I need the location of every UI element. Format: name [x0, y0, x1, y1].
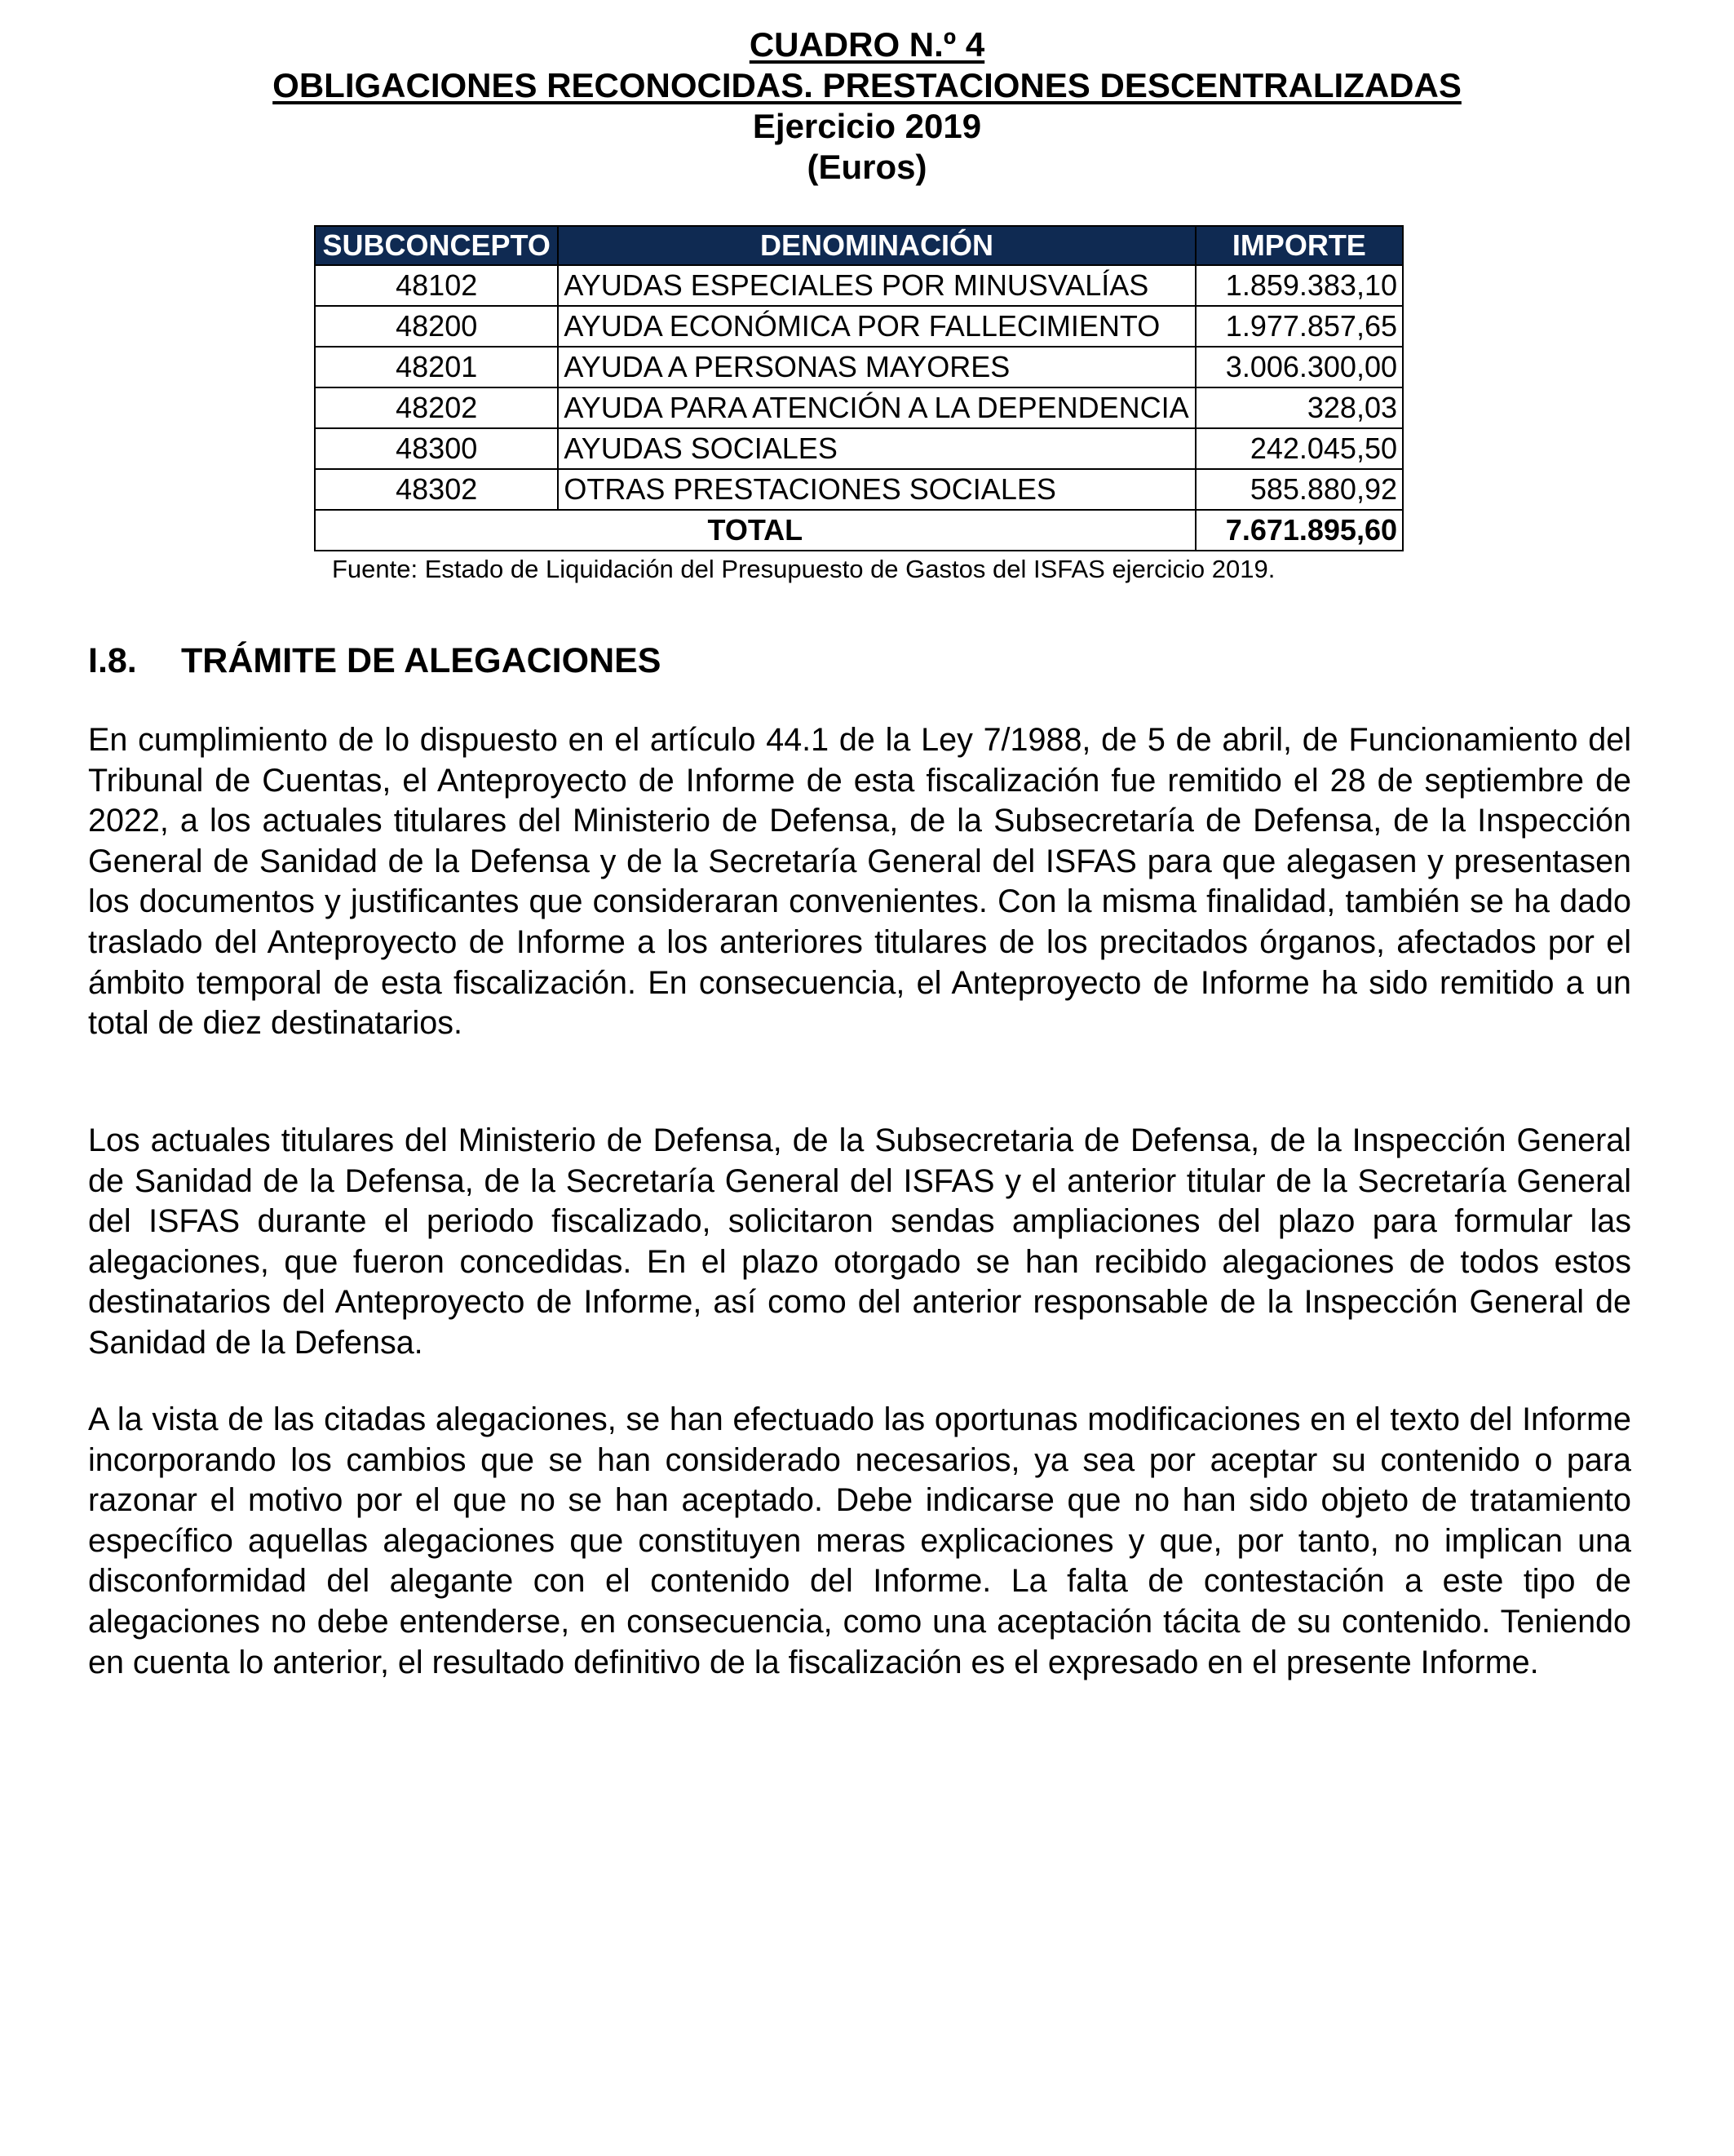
row-amount: 1.859.383,10 — [1196, 265, 1403, 306]
table-units: (Euros) — [807, 148, 927, 186]
total-amount: 7.671.895,60 — [1196, 510, 1403, 551]
row-code: 48300 — [315, 428, 558, 469]
row-name: AYUDA PARA ATENCIÓN A LA DEPENDENCIA — [558, 387, 1195, 428]
column-header-subconcepto: SUBCONCEPTO — [315, 226, 558, 265]
row-name: AYUDAS SOCIALES — [558, 428, 1195, 469]
table-title: OBLIGACIONES RECONOCIDAS. PRESTACIONES DESCENTRALIZADAS — [272, 66, 1462, 104]
row-amount: 242.045,50 — [1196, 428, 1403, 469]
table-fiscal-year: Ejercicio 2019 — [752, 107, 982, 145]
section-number: I.8. — [88, 641, 137, 680]
row-amount: 328,03 — [1196, 387, 1403, 428]
row-name: AYUDA ECONÓMICA POR FALLECIMIENTO — [558, 306, 1195, 347]
total-label: TOTAL — [315, 510, 1196, 551]
table-source-note: Fuente: Estado de Liquidación del Presupuesto de Gastos del ISFAS ejercicio 2019. — [332, 555, 1276, 583]
section-heading — [88, 639, 661, 683]
row-code: 48201 — [315, 347, 558, 387]
column-header-importe: IMPORTE — [1196, 226, 1403, 265]
section-title: TRÁMITE DE ALEGACIONES — [181, 641, 661, 680]
paragraph-3: A la vista de las citadas alegaciones, se han efectuado las oportunas modificaciones en el texto del Informe incorporando los cambios que se han considerado necesarios, ya sea por aceptar su contenido o para razonar el motivo por el que no se han aceptado. Debe indicarse que no han sido objeto de tratamiento específico aquellas alegaciones que constituyen meras explicaciones y que, por tanto, no implican una disconformidad del alegante con el contenido del Informe. La falta de contestación a este tipo de alegaciones no debe entenderse, en consecuencia, como una aceptación tácita de su contenido. Teniendo en cuenta lo anterior, el resultado definitivo de la fiscalización es el expresado en el presente Informe. — [88, 1401, 1631, 1680]
row-code: 48102 — [315, 265, 558, 306]
table-row — [315, 347, 1403, 387]
obligations-table — [314, 225, 1404, 551]
column-header-denominacion: DENOMINACIÓN — [558, 226, 1195, 265]
table-row — [315, 265, 1403, 306]
table-total-row — [315, 510, 1403, 551]
table-number: CUADRO N.º 4 — [749, 25, 985, 64]
row-name: AYUDA A PERSONAS MAYORES — [558, 347, 1195, 387]
row-amount: 1.977.857,65 — [1196, 306, 1403, 347]
table-title-block — [0, 24, 1734, 188]
row-amount: 3.006.300,00 — [1196, 347, 1403, 387]
row-amount: 585.880,92 — [1196, 469, 1403, 510]
row-code: 48200 — [315, 306, 558, 347]
paragraph-2: Los actuales titulares del Ministerio de Defensa, de la Subsecretaria de Defensa, de la Inspección General de Sanidad de la Defensa, de la Secretaría General del ISFAS y el anterior titular de la Secretaría General del ISFAS durante el periodo fiscalizado, solicitaron sendas ampliaciones del plazo para formular las alegaciones, que fueron concedidas. En el plazo otorgado se han recibido alegaciones de todos estos destinatarios del Anteproyecto de Informe, así como del anterior responsable de la Inspección General de Sanidad de la Defensa. — [88, 1122, 1631, 1361]
table-row — [315, 306, 1403, 347]
row-code: 48302 — [315, 469, 558, 510]
table-row — [315, 469, 1403, 510]
row-code: 48202 — [315, 387, 558, 428]
paragraph-1: En cumplimiento de lo dispuesto en el artículo 44.1 de la Ley 7/1988, de 5 de abril, de Funcionamiento del Tribunal de Cuentas, el Anteproyecto de Informe de esta fiscalización fue remitido el 28 de septiembre de 2022, a los actuales titulares del Ministerio de Defensa, de la Subsecretaría de Defensa, de la Inspección General de Sanidad de la Defensa y de la Secretaría General del ISFAS para que alegasen y presentasen los documentos y justificantes que consideraran convenientes. Con la misma finalidad, también se ha dado traslado del Anteproyecto de Informe a los anteriores titulares de los precitados órganos, afectados por el ámbito temporal de esta fiscalización. En consecuencia, el Anteproyecto de Informe ha sido remitido a un total de diez destinatarios. — [88, 722, 1631, 1042]
row-name: OTRAS PRESTACIONES SOCIALES — [558, 469, 1195, 510]
row-name: AYUDAS ESPECIALES POR MINUSVALÍAS — [558, 265, 1195, 306]
table-row — [315, 387, 1403, 428]
table-header-row — [315, 226, 1403, 265]
table-row — [315, 428, 1403, 469]
